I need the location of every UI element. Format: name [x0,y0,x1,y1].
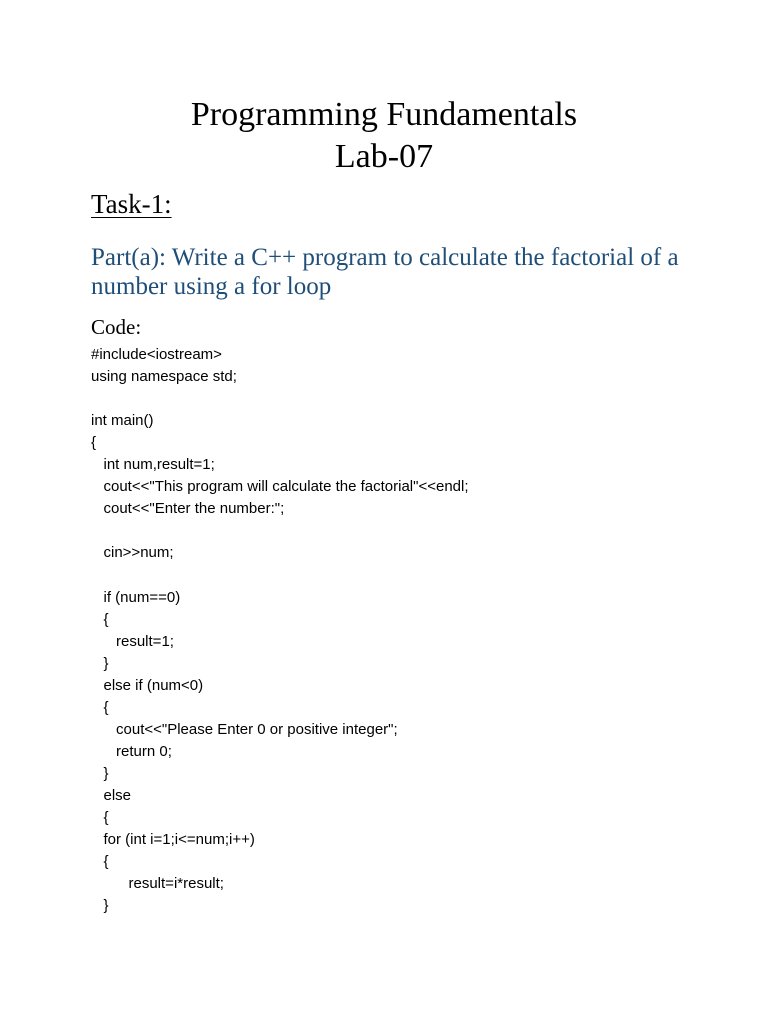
code-line: if (num==0) [91,588,181,606]
code-line: cin>>num; [91,544,174,562]
code-line: } [91,897,109,915]
code-line: #include<iostream> [91,346,222,363]
code-line [91,564,469,586]
code-line: using namespace std; [91,368,237,386]
code-line: cout<<"This program will calculate the factorial"<<endl; [91,478,469,496]
code-line: int num,result=1; [91,456,215,474]
code-line: } [91,764,109,782]
task-heading: Task-1: [91,189,172,219]
code-block [91,344,469,917]
code-line: return 0; [91,742,172,760]
lab-number: Lab-07 [334,138,434,175]
code-line: int main() [91,412,154,430]
code-line: else if (num<0) [91,676,204,694]
code-line: cout<<"Enter the number:"; [91,500,285,518]
code-line: } [91,654,109,672]
code-line: { [91,610,109,628]
code-line: else [91,786,132,804]
code-line: for (int i=1;i<=num;i++) [91,831,255,849]
code-line: { [91,698,109,716]
code-line: { [91,808,109,826]
code-line: result=1; [91,632,174,650]
part-a-heading: Part(a): Write a C++ program to calculate the factorial of a number using a for loop [91,244,679,300]
code-line [91,520,469,542]
code-heading: Code: [91,315,142,339]
code-line: result=i*result; [91,875,224,893]
code-line: { [91,434,97,452]
code-line: cout<<"Please Enter 0 or positive integer"; [91,720,398,738]
document-title: Programming Fundamentals [190,96,578,133]
code-line: { [91,853,109,871]
code-line [91,388,469,410]
